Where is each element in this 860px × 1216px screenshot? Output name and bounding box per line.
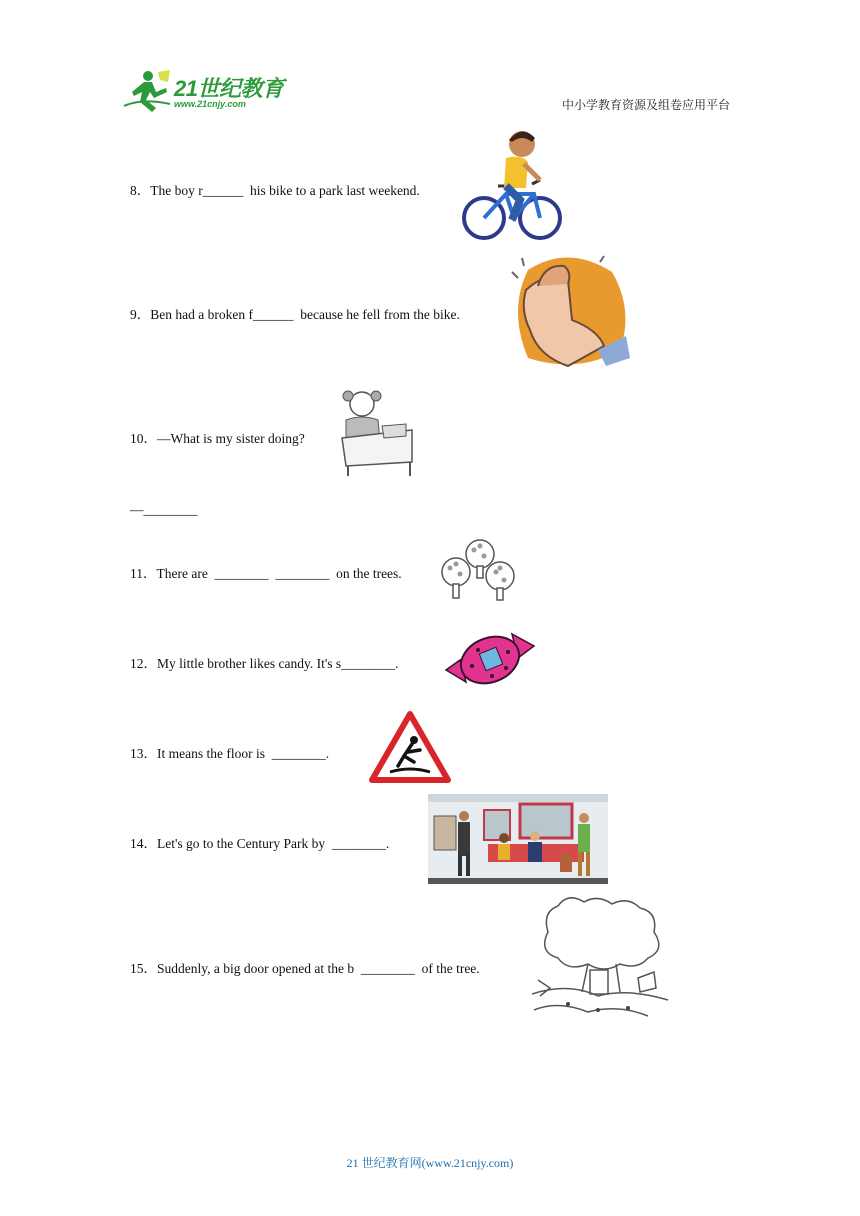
slippery-floor-sign-icon: [368, 710, 452, 784]
question-10-answer-line: —________: [130, 502, 198, 517]
question-14: 14．Let's go to the Century Park by ________.: [130, 836, 390, 851]
question-15: 15．Suddenly, a big door opened at the b ________ of the tree.: [130, 961, 480, 976]
boy-riding-bike-icon: [462, 128, 562, 244]
tree-sketch-icon: [528, 892, 678, 1042]
running-man-logo-icon: [122, 68, 172, 114]
question-8: 8．The boy r______ his bike to a park last weekend.: [130, 183, 420, 198]
question-9: 9．Ben had a broken f______ because he fell from the bike.: [130, 307, 460, 322]
question-10: 10．—What is my sister doing?: [130, 431, 305, 446]
header-tagline: 中小学教育资源及组卷应用平台: [561, 98, 730, 112]
subway-train-icon: [428, 794, 608, 884]
logo-url: www.21cnjy.com: [174, 99, 246, 109]
question-13: 13．It means the floor is ________.: [130, 746, 330, 761]
logo-wordmark: 21世纪教育: [174, 76, 284, 101]
candy-icon: [442, 626, 538, 692]
girl-reading-icon: [332, 386, 414, 478]
question-11: 11．There are ________ ________ on the trees.: [130, 566, 402, 581]
page-footer: 21 世纪教育网(www.21cnjy.com): [346, 1156, 514, 1170]
site-logo: [122, 68, 292, 116]
apple-trees-icon: [440, 536, 520, 602]
injured-finger-icon: [508, 250, 632, 368]
question-12: 12．My little brother likes candy. It's s________.: [130, 656, 399, 671]
